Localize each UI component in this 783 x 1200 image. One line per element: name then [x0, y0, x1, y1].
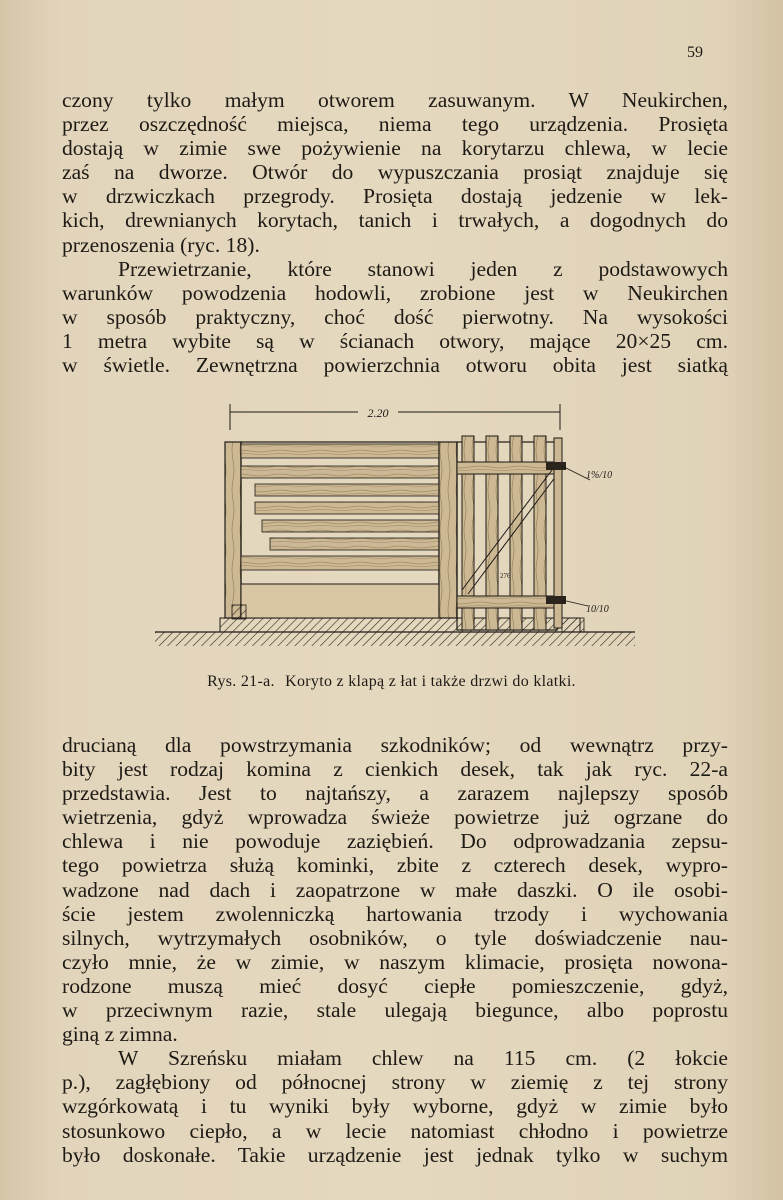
- text-line: p.), zagłębiony od północnej strony w ziemię z tej strony: [62, 1070, 728, 1095]
- text-line: chlewa i nie powoduje zaziębień. Do odprowadzania zepsu-: [62, 829, 728, 854]
- text-line: w świetle. Zewnętrzna powierzchnia otworu obita jest siatką: [62, 353, 728, 378]
- trough-and-door-drawing: [150, 400, 640, 660]
- hinge-labels: [562, 466, 612, 615]
- trough: [225, 442, 457, 619]
- text-line: przedstawia. Jest to najtańszy, a zarazem najlepszy sposób: [62, 781, 728, 806]
- text-line: w sposób praktyczny, choć dość pierwotny. Na wysokości: [62, 304, 728, 329]
- text-line: silnych, wytrzymałych osobników, o tyle doświadczenie nau-: [62, 925, 728, 950]
- text-line: w drzwiczkach przegrody. Prosięta dostają jedzenie w lek-: [62, 184, 728, 209]
- text-block-bottom: [62, 733, 728, 1167]
- text-block-top: [62, 88, 728, 377]
- text-line: przez oszczędność miejsca, niema tego urządzenia. Prosięta: [62, 112, 728, 137]
- label-top-right: 1%/10: [586, 470, 613, 481]
- dimension-line: [230, 404, 560, 430]
- caption-text: Koryto z klapą z łat i także drzwi do klatki.: [285, 673, 576, 690]
- cage-door: [457, 436, 584, 632]
- ground-hatching: [155, 632, 635, 646]
- door-mid-label: 276: [500, 572, 511, 580]
- caption-number: Rys. 21-a.: [207, 673, 275, 690]
- text-line: dostają w zimie swe pożywienie na korytarzu chlewa, w lecie: [62, 136, 728, 161]
- text-line: w przeciwnym razie, stale ulegają biegunce, albo poprostu: [62, 998, 728, 1023]
- dimension-label: 2.20: [367, 406, 389, 420]
- text-line: tego powietrza służą kominki, zbite z czterech desek, wypro-: [62, 853, 728, 878]
- text-line: drucianą dla powstrzymania szkodników; od wewnątrz przy-: [62, 733, 728, 757]
- text-line: warunków powodzenia hodowli, zrobione jest w Neukirchen: [62, 280, 728, 305]
- text-line: rodzone muszą mieć dosyć ciepłe pomieszczenie, gdyż,: [62, 973, 728, 998]
- text-line: zaś na dworze. Otwór do wypuszczania prosiąt znajduje się: [62, 160, 728, 185]
- text-line: Przewietrzanie, które stanowi jeden z podstawowych: [118, 256, 728, 281]
- text-line: kich, drewnianych korytach, tanich i trwałych, a dogodnych do: [62, 208, 728, 233]
- text-line: czyło mnie, że w zimie, w naszym klimacie, prosięta nowona-: [62, 949, 728, 974]
- text-line: W Szreńsku miałam chlew na 115 cm. (2 łokcie: [118, 1046, 728, 1071]
- page-number: 59: [687, 44, 703, 61]
- text-line: stosunkowo ciepło, a w lecie natomiast chłodno i powietrze: [62, 1118, 728, 1143]
- text-line: wadzone nad dach i zaopatrzone w małe daszki. O ile osobi-: [62, 877, 728, 902]
- text-line: było doskonałe. Takie urządzenie jest jednak tylko w suchym: [62, 1142, 728, 1167]
- text-line: wzgórkowatą i tu wyniki były wyborne, gdyż w zimie było: [62, 1094, 728, 1119]
- figure-caption: [0, 673, 783, 691]
- text-line: wietrzenia, gdyż wprowadza świeże powietrze już ogrzane do: [62, 805, 728, 830]
- label-bottom-right: 10/10: [586, 604, 609, 615]
- text-line: przenoszenia (ryc. 18).: [62, 232, 260, 257]
- text-line: bity jest rodzaj komina z cienkich desek, tak jak ryc. 22-a: [62, 757, 728, 782]
- text-line: 1 metra wybite są w ścianach otwory, mające 20×25 cm.: [62, 328, 728, 353]
- text-line: giną z zimna.: [62, 1022, 178, 1047]
- text-line: ście jestem zwolenniczką hartowania trzody i wychowania: [62, 901, 728, 926]
- text-line: czony tylko małym otworem zasuwanym. W Neukirchen,: [62, 88, 728, 112]
